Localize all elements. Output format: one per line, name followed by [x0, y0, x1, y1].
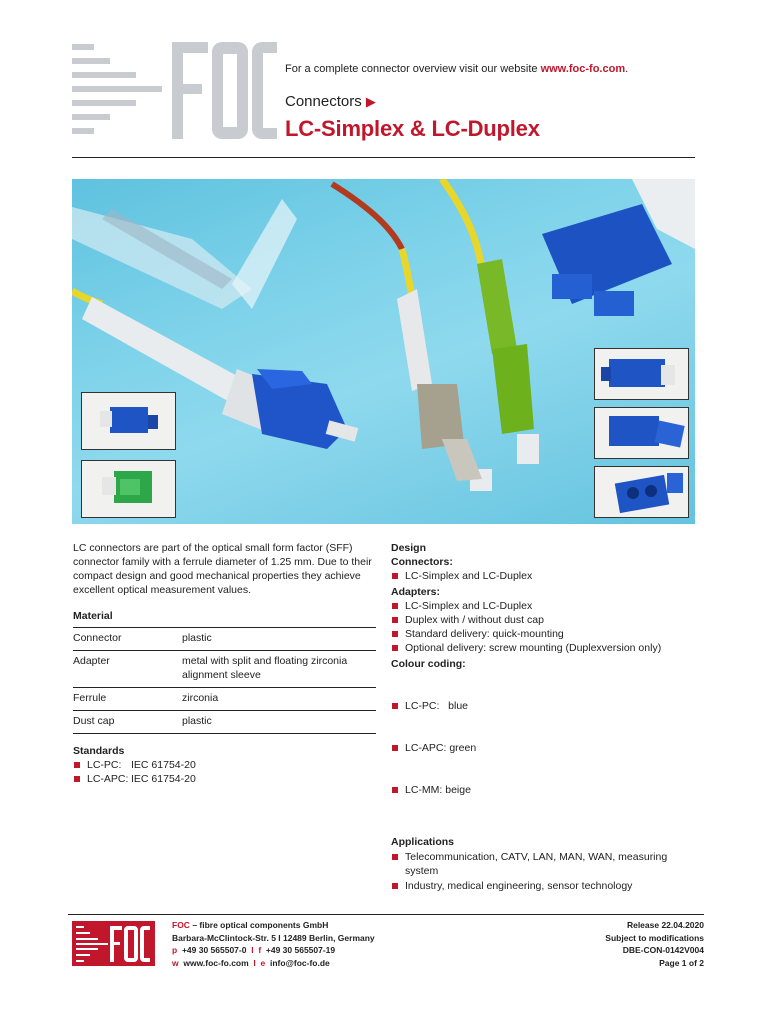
footer-website-link[interactable]: www.foc-fo.com	[183, 957, 249, 968]
footer-email-link[interactable]: info@foc-fo.de	[270, 957, 330, 968]
material-value: metal with split and floating zirconia alignment sleeve	[182, 655, 348, 681]
footer-divider	[68, 914, 704, 915]
right-triangle-icon: ▶	[365, 94, 376, 109]
material-key: Connector	[73, 632, 122, 644]
company-line	[172, 919, 375, 932]
material-heading: Material	[73, 610, 113, 622]
list-item: LC-Simplex and LC-Duplex	[391, 599, 701, 613]
material-value: zirconia	[182, 692, 219, 704]
material-key: Adapter	[73, 655, 110, 667]
phone-label: p	[172, 945, 178, 956]
table-row	[73, 711, 376, 734]
adapter-duplex-open-thumb	[594, 466, 689, 518]
phone-number[interactable]: +49 30 565507-0	[181, 945, 247, 956]
list-item: LC-APC: green	[391, 741, 701, 755]
adapter-duplex-dustcap-thumb	[594, 407, 689, 459]
page-title: LC-Simplex & LC-Duplex	[285, 116, 540, 141]
company-phone-line	[172, 944, 375, 957]
adapter-blue-duplex-thumb	[594, 348, 689, 400]
connectors-heading: Connectors:	[391, 556, 453, 568]
release-date: Release 22.04.2020	[626, 920, 704, 930]
connectors-list	[391, 569, 701, 583]
fax-label: f	[258, 945, 262, 956]
standard-key: LC-APC:	[87, 773, 129, 785]
breadcrumb	[285, 93, 376, 110]
subject-note: Subject to modifications	[605, 932, 704, 943]
list-item: LC-PC: blue	[391, 699, 701, 713]
document-id: DBE-CON-0142V004	[622, 945, 704, 956]
left-column	[73, 541, 378, 786]
email-label: e	[260, 957, 266, 968]
footer-doc-info	[605, 919, 704, 969]
company-address: Barbara-McClintock-Str. 5 I 12489 Berlin, Germany	[172, 932, 375, 943]
table-row	[73, 688, 376, 711]
colour-coding-heading: Colour coding:	[391, 658, 466, 670]
separator: I	[253, 957, 256, 968]
list-item: Duplex with / without dust cap	[391, 613, 701, 627]
intro-text: LC connectors are part of the optical small form factor (SFF) connector family with a ferrule diameter of 1.25 mm. Due to their compact design and good mechanical properties they achieve excellent optical measurement values.	[73, 542, 372, 596]
company-web-line	[172, 957, 375, 970]
material-key: Ferrule	[73, 692, 107, 704]
applications-heading: Applications	[391, 836, 455, 848]
standards-list	[73, 758, 378, 786]
separator: I	[251, 945, 254, 956]
applications-list	[391, 850, 701, 893]
header-tagline	[285, 63, 628, 75]
page-number: Page 1 of 2	[659, 957, 704, 968]
material-table	[73, 627, 376, 734]
company-name: – fibre optical components GmbH	[189, 920, 329, 930]
list-item: Optional delivery: screw mounting (Duplexversion only)	[391, 641, 701, 655]
footer-company-info	[172, 919, 375, 969]
material-value: plastic	[182, 715, 212, 727]
adapters-list	[391, 599, 701, 655]
adapter-green-simplex-thumb	[81, 460, 176, 518]
list-item: LC-MM: beige	[391, 783, 701, 797]
website-link[interactable]: www.foc-fo.com	[540, 63, 626, 75]
table-row	[73, 628, 376, 651]
product-photo	[72, 179, 695, 524]
right-column	[391, 541, 701, 893]
standard-value: IEC 61754-20	[131, 759, 196, 771]
adapter-blue-simplex-thumb	[81, 392, 176, 450]
breadcrumb-label[interactable]: Connectors	[285, 93, 362, 110]
standard-value: IEC 61754-20	[131, 773, 196, 785]
footer-logo	[72, 921, 155, 966]
list-item	[73, 758, 378, 772]
list-item: Standard delivery: quick-mounting	[391, 627, 701, 641]
standard-key: LC-PC:	[87, 759, 122, 771]
tagline-text: For a complete connector overview visit our website	[285, 63, 541, 75]
fax-number: +49 30 565507-19	[265, 945, 336, 956]
header-divider	[72, 157, 695, 158]
list-item	[73, 772, 378, 786]
design-heading: Design	[391, 542, 427, 554]
material-key: Dust cap	[73, 715, 115, 727]
table-row	[73, 651, 376, 688]
list-item: Telecommunication, CATV, LAN, MAN, WAN, measuring system	[391, 850, 691, 878]
colour-list	[391, 671, 701, 825]
web-label: w	[172, 957, 179, 968]
standards-heading: Standards	[73, 745, 125, 757]
adapters-heading: Adapters:	[391, 586, 441, 598]
material-value: plastic	[182, 632, 212, 644]
list-item: LC-Simplex and LC-Duplex	[391, 569, 701, 583]
list-item: Industry, medical engineering, sensor technology	[391, 879, 701, 893]
tagline-suffix: .	[625, 63, 629, 75]
foc-logo	[72, 42, 277, 139]
company-brand: FOC	[172, 920, 190, 930]
